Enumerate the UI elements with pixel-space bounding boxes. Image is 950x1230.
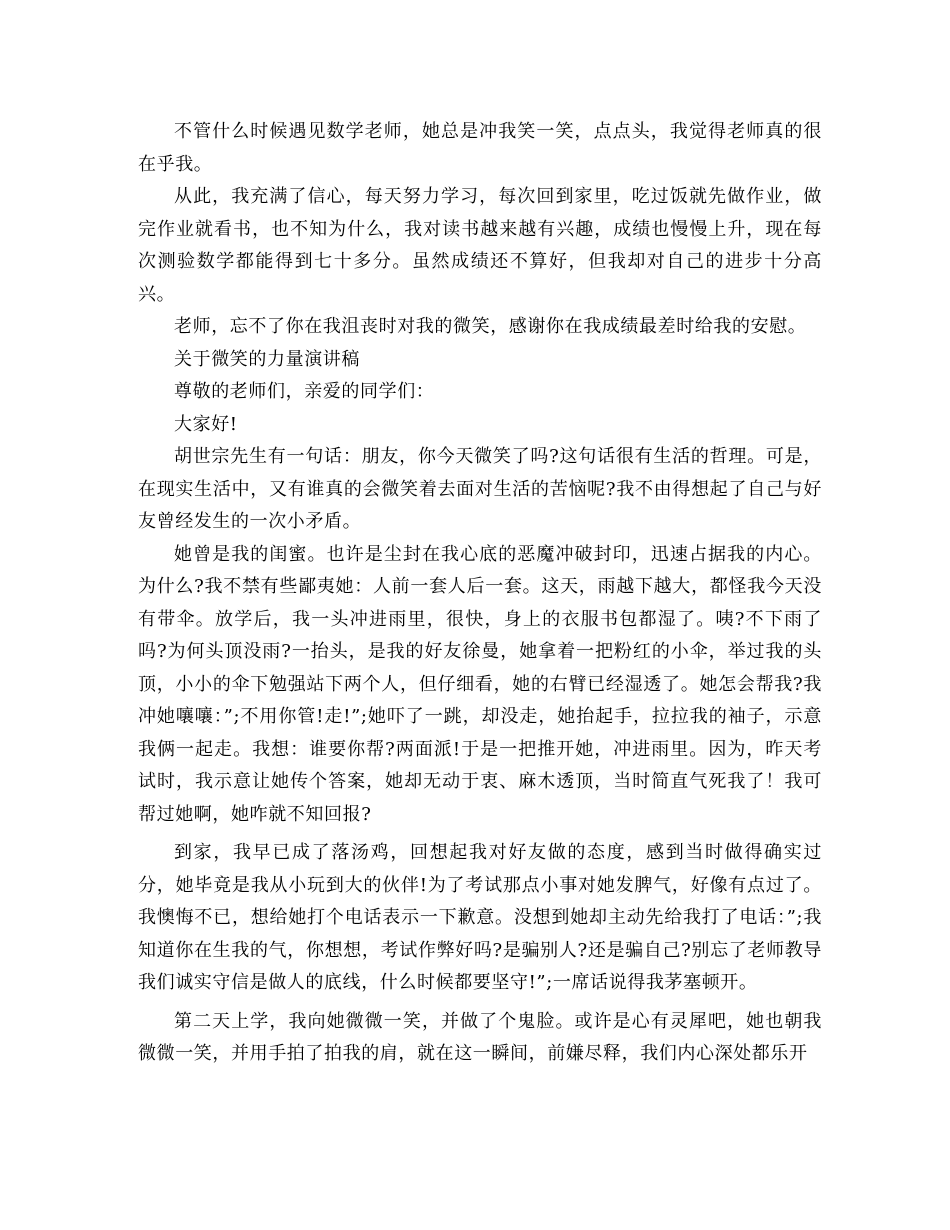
greeting: 大家好! bbox=[174, 413, 238, 435]
paragraph: 从此，我充满了信心，每天努力学习，每次回到家里，吃过饭就先做作业，做完作业就看书，也不知为什么，我对读书越来越有兴趣，成绩也慢慢上升，现在每次测验数学都能得到七十多分。虽然成绩还不算好，但我却对自己的进步十分高兴。 bbox=[138, 186, 822, 305]
paragraph: 不管什么时候遇见数学老师，她总是冲我笑一笑，点点头，我觉得老师真的很在乎我。 bbox=[138, 121, 822, 175]
paragraph: 老师，忘不了你在我沮丧时对我的微笑，感谢你在我成绩最差时给我的安慰。 bbox=[174, 316, 807, 337]
document-page bbox=[138, 116, 822, 1071]
paragraph: 胡世宗先生有一句话：朋友，你今天微笑了吗?这句话很有生活的哲理。可是，在现实生活中，又有谁真的会微笑着去面对生活的苦恼呢?我不由得想起了自己与好友曾经发生的一次小矛盾。 bbox=[138, 446, 822, 532]
salutation: 尊敬的老师们，亲爱的同学们： bbox=[174, 381, 435, 402]
speech-title: 关于微笑的力量演讲稿 bbox=[174, 348, 360, 370]
paragraph: 第二天上学，我向她微微一笑，并做了个鬼脸。或许是心有灵犀吧，她也朝我微微一笑，并用手拍了拍我的肩，就在这一瞬间，前嫌尽释，我们内心深处都乐开 bbox=[138, 1010, 822, 1064]
paragraph: 她曾是我的闺蜜。也许是尘封在我心底的恶魔冲破封印，迅速占据我的内心。为什么?我不禁有些鄙夷她：人前一套人后一套。这天，雨越下越大，都怪我今天没有带伞。放学后，我一头冲进雨里，很快，身上的衣服书包都湿了。咦?不下雨了吗?为何头顶没雨?一抬头，是我的好友徐曼，她拿着一把粉红的小伞，举过我的头顶，小小的伞下勉强站下两个人，但仔细看，她的右臂已经湿透了。她怎会帮我?我冲她嚷嚷：”;不用你管!走!”;她吓了一跳，却没走，她抬起手，拉拉我的袖子，示意我俩一起走。我想：谁要你帮?两面派!于是一把推开她，冲进雨里。因为，昨天考试时，我示意让她传个答案，她却无动于衷、麻木透顶，当时简直气死我了！我可帮过她啊，她咋就不知回报? bbox=[138, 543, 822, 825]
paragraph: 到家，我早已成了落汤鸡，回想起我对好友做的态度，感到当时做得确实过分，她毕竟是我从小玩到大的伙伴!为了考试那点小事对她发脾气，好像有点过了。我懊悔不已，想给她打个电话表示一下歉意。没想到她却主动先给我打了电话：”;我知道你在生我的气，你想想，考试作弊好吗?是骗别人?还是骗自己?别忘了老师教导我们诚实守信是做人的底线，什么时候都要坚守!”;一席话说得我茅塞顿开。 bbox=[138, 842, 822, 993]
